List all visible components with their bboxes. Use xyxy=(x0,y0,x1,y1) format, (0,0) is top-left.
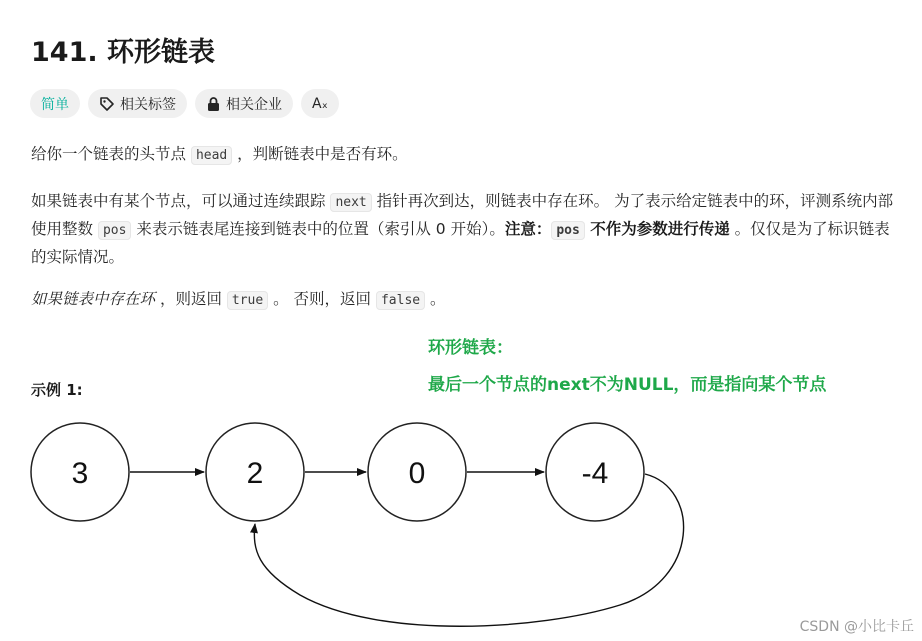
annotation-text: 最后一个节点的next不为NULL，而是指向某个节点 xyxy=(428,375,827,395)
p3-text-a: ，则返回 xyxy=(155,290,227,308)
node-0 xyxy=(31,423,129,521)
p2-text-b: 指针再次到达，则链表中存在环。 为了表示给定链表中的环，评测系统内部使用整数 xyxy=(31,192,894,238)
translate-icon: Aₓ xyxy=(312,95,328,112)
node-2-value: 0 xyxy=(408,457,426,490)
related-companies-label: 相关企业 xyxy=(226,96,282,113)
node-3 xyxy=(546,423,644,521)
code-pos: pos xyxy=(98,221,131,240)
annotation-title: 环形链表： xyxy=(428,338,513,358)
related-tags-label: 相关标签 xyxy=(120,96,176,113)
code-false: false xyxy=(376,291,425,310)
node-1 xyxy=(206,423,304,521)
example-label: 示例 1: xyxy=(31,381,83,399)
p2-text-a: 如果链表中有某个节点，可以通过连续跟踪 xyxy=(31,192,331,210)
p2-text-c: 来表示链表尾连接到链表中的位置（索引从 0 开始）。 xyxy=(131,220,505,238)
p3-text-c: 。 xyxy=(425,290,446,308)
note-label: 注意： xyxy=(504,220,552,238)
problem-title: 141. 环形链表 xyxy=(31,37,216,68)
node-2 xyxy=(368,423,466,521)
code-next: next xyxy=(330,193,371,212)
p3-text-b: 。 否则，返回 xyxy=(268,290,376,308)
node-0-value: 3 xyxy=(71,457,89,490)
difficulty-label: 简单 xyxy=(41,96,69,113)
p3-italic: 如果链表中存在环 xyxy=(31,290,156,308)
p2-text-d: 。仅仅是为了标识链表的实际情况。 xyxy=(31,220,890,266)
code-true: true xyxy=(227,291,268,310)
code-head: head xyxy=(191,146,232,165)
p1-text-before: 给你一个链表的头节点 xyxy=(31,145,191,163)
watermark: CSDN @小比卡丘 xyxy=(799,619,914,635)
node-1-value: 2 xyxy=(246,457,264,490)
note-bold: 不作为参数进行传递 xyxy=(584,220,730,238)
p1-text-after: ，判断链表中是否有环。 xyxy=(232,145,408,163)
code-pos-note: pos xyxy=(551,221,584,240)
node-3-value: -4 xyxy=(581,457,609,490)
